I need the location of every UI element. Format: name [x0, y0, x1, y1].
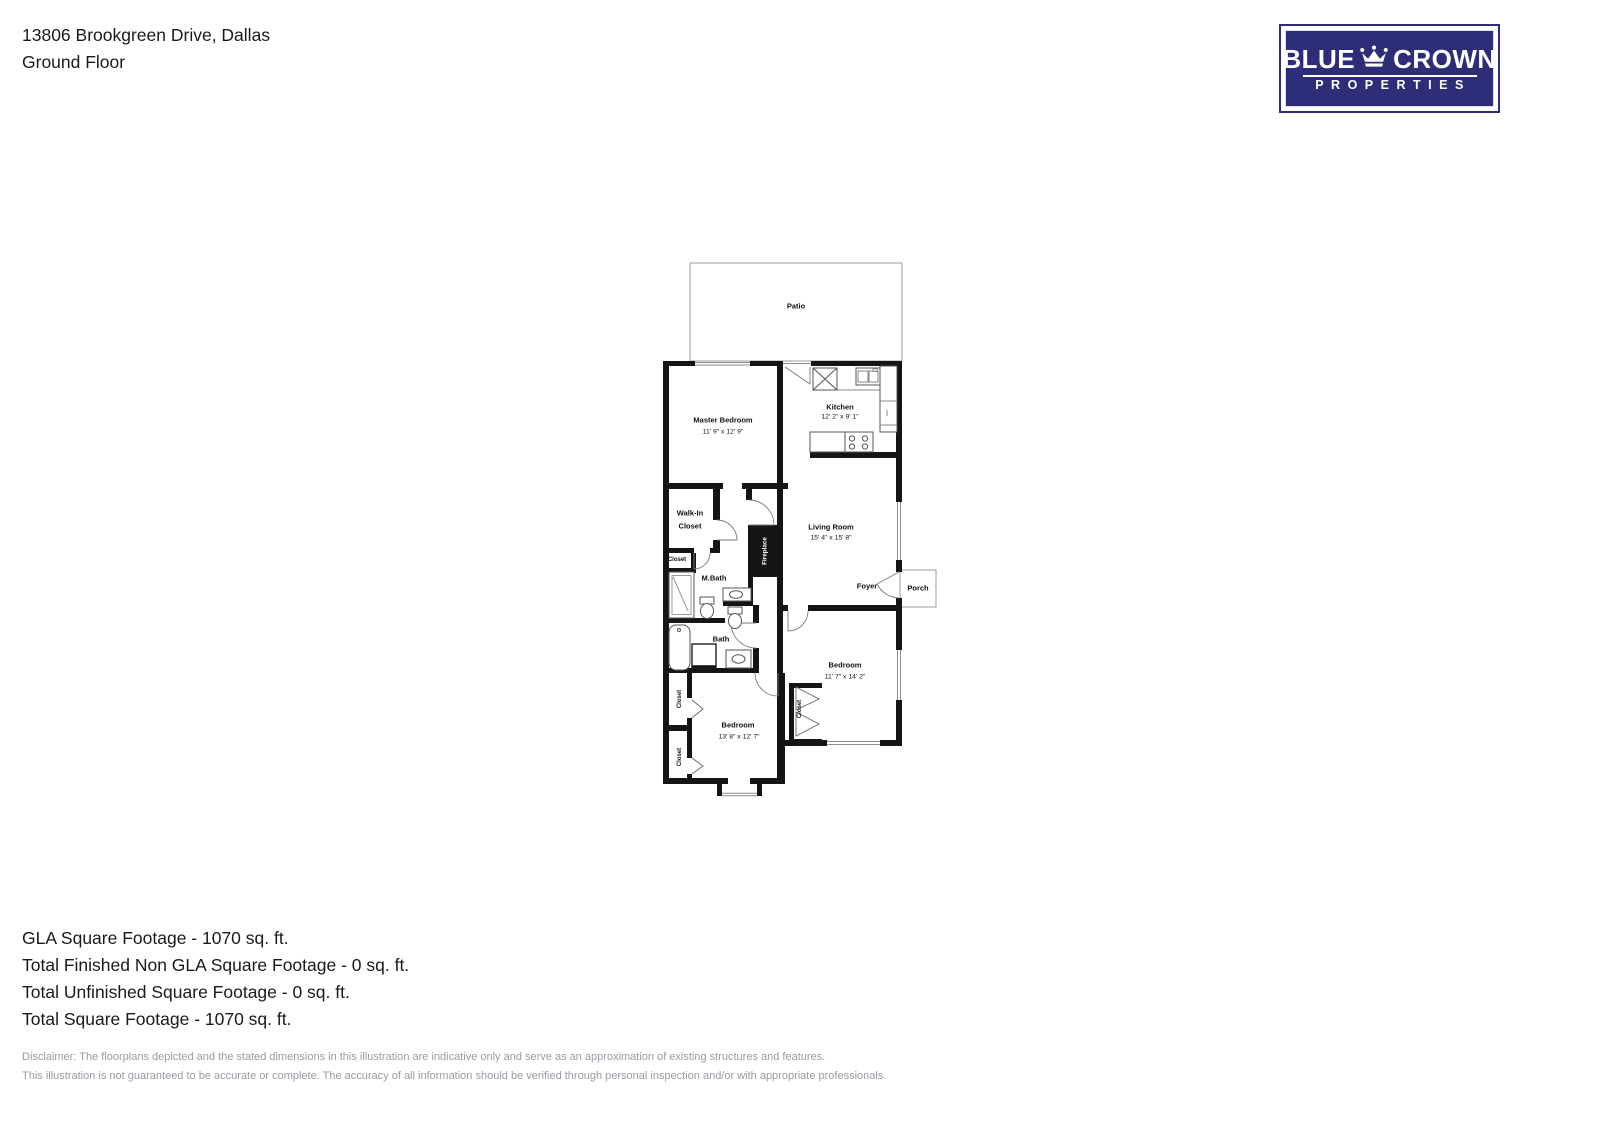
- logo-word-blue: BLUE: [1282, 44, 1356, 74]
- closet-bottom-left-label: Closet: [677, 747, 683, 767]
- bedroom-right-dims: 11' 7" x 14' 2": [824, 673, 866, 681]
- bedroom-bottom-door: [755, 673, 778, 696]
- kitchen-dims: 12' 2" x 9' 1": [821, 413, 859, 421]
- patio-door-swing: [785, 367, 810, 384]
- master-door: [749, 500, 774, 525]
- toilet-mbath: [701, 604, 714, 619]
- disclaimer: [22, 1048, 886, 1086]
- logo-line2: PROPERTIES: [1315, 78, 1471, 92]
- bedroom-bottom-label: Bedroom: [721, 720, 755, 730]
- bedroom-bottom-dims: 13' 8" x 12' 7": [718, 733, 760, 741]
- toilet-bath-tank: [728, 607, 742, 614]
- master-bedroom-label: Master Bedroom: [693, 415, 753, 425]
- master-window: [695, 363, 750, 366]
- summary-line-total: Total Square Footage - 1070 sq. ft.: [22, 1009, 292, 1029]
- summary-line-non-gla: Total Finished Non GLA Square Footage - 0 sq. ft.: [22, 955, 410, 975]
- walkin-closet-door: [717, 520, 737, 540]
- living-window: [898, 502, 901, 560]
- bath-label: Bath: [712, 634, 730, 644]
- toilet-mbath-tank: [700, 597, 714, 604]
- kitchen-counter-right: [880, 366, 897, 432]
- address-title: 13806 Brookgreen Drive, Dallas: [22, 25, 271, 45]
- walls: [663, 361, 902, 796]
- crown-icon: [1357, 45, 1391, 73]
- toilet-bath: [729, 614, 742, 629]
- sink-mbath: [723, 588, 751, 601]
- master-bedroom-dims: 11' 9" x 12' 9": [702, 428, 744, 436]
- logo-divider: [1303, 75, 1477, 77]
- patio-label: Patio: [786, 301, 806, 311]
- living-room-label: Living Room: [808, 522, 854, 532]
- logo-word-crown: CROWN: [1393, 44, 1497, 74]
- mbath-label: M.Bath: [701, 573, 727, 583]
- bedroom-right-door: [788, 611, 808, 631]
- logo-inner-panel: [1282, 30, 1497, 107]
- header: [22, 22, 270, 76]
- bedroom-right-bottom-window: [827, 742, 880, 745]
- sink-bath: [726, 650, 751, 668]
- closet-top-left-label: Closet: [677, 689, 683, 709]
- linen-cabinet: [692, 644, 716, 668]
- floorplan: [650, 250, 950, 802]
- blue-crown-logo: [1279, 24, 1500, 113]
- summary-line-gla: GLA Square Footage - 1070 sq. ft.: [22, 928, 289, 948]
- stove: [845, 432, 873, 452]
- walkin-closet-label-2: Closet: [678, 521, 702, 531]
- disclaimer-line-1: Disclaimer: The floorplans depicted and the stated dimensions in this illustration are indicative only and serve as an approximation of existing structures and features.: [22, 1051, 826, 1063]
- logo-line1: [1282, 45, 1496, 73]
- bedroom-right-window: [898, 650, 901, 700]
- summary-line-unfinished: Total Unfinished Square Footage - 0 sq. ft.: [22, 982, 350, 1002]
- mbath-door: [694, 553, 710, 569]
- square-footage-summary: [22, 925, 409, 1033]
- fireplace-label: Fireplace: [761, 537, 769, 565]
- walkin-closet-label-1: Walk-In: [676, 508, 704, 518]
- closet-bedroom-right-label: Closet: [797, 699, 803, 719]
- patio-outline: [690, 263, 902, 361]
- porch-label: Porch: [907, 583, 929, 593]
- living-room-dims: 15' 4" x 15' 8": [810, 534, 852, 542]
- bedroom-right-label: Bedroom: [828, 660, 862, 670]
- bay-window: [722, 793, 757, 796]
- kitchen-label: Kitchen: [826, 402, 854, 412]
- entry-door: [877, 572, 899, 598]
- floor-title: Ground Floor: [22, 52, 126, 72]
- foyer-label: Foyer: [856, 581, 878, 591]
- disclaimer-line-2: This illustration is not guaranteed to be accurate or complete. The accuracy of all information should be verified through personal inspection and/or with appropriate professionals.: [22, 1070, 887, 1082]
- hall-closet-label: Closet: [667, 557, 687, 563]
